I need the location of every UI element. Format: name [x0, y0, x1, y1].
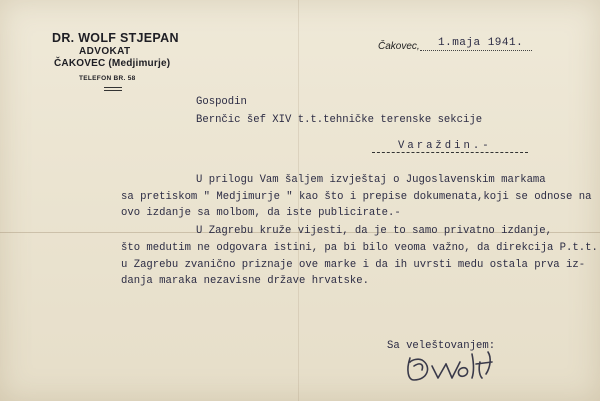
city-underline	[372, 152, 528, 153]
addressee-salutation: Gospodin	[196, 96, 247, 108]
addressee-city: Varaždin.-	[398, 140, 492, 152]
body-line: sa pretiskom " Medjimurje " kao što i prepise dokumenata,koji se odnose na	[121, 191, 592, 203]
date-underline	[420, 50, 532, 51]
body-line: što medutim ne odgovara istini, pa bi bilo veoma važno, da direkcija P.t.t.	[121, 242, 598, 254]
date-place: Čakovec,	[378, 41, 420, 52]
body-line: U prilogu Vam šaljem izvještaj o Jugoslavenskim markama	[196, 174, 546, 186]
letterhead-divider	[104, 87, 122, 91]
letterhead-phone: TELEFON BR. 58	[79, 75, 136, 82]
closing-phrase: Sa veleštovanjem:	[387, 340, 496, 352]
body-line: danja maraka nezavisne države hrvatske.	[121, 275, 369, 287]
letterhead-city: ČAKOVEC (Medjimurje)	[54, 58, 171, 69]
addressee-recipient: Bernčic šef XIV t.t.tehničke terenske sekcije	[196, 114, 483, 126]
letter-date: 1.maja 1941.	[438, 37, 524, 49]
handwritten-signature-icon	[402, 344, 512, 388]
body-line: u Zagrebu zvanično priznaje ove marke i da ih uvrsti medu ostala prva iz-	[121, 259, 586, 271]
letterhead-name: DR. WOLF STJEPAN	[52, 31, 179, 45]
body-line: ovo izdanje sa molbom, da iste publicirate.-	[121, 207, 401, 219]
body-line: U Zagrebu kruže vijesti, da je to samo privatno izdanje,	[196, 225, 553, 237]
letterhead-title: ADVOKAT	[79, 46, 131, 57]
